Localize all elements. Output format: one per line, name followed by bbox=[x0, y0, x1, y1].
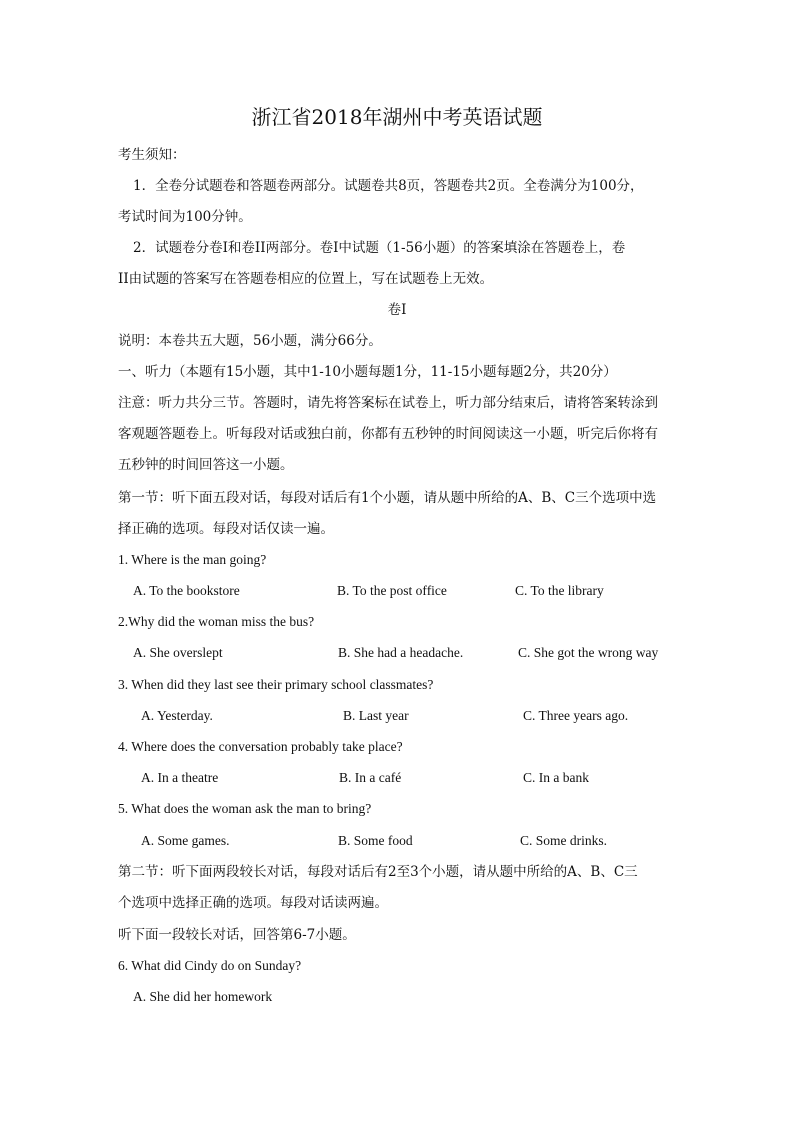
question-2-option-c: C. She got the wrong way bbox=[518, 645, 659, 660]
question-3: 3. When did they last see their primary school classmates? bbox=[118, 677, 434, 692]
question-4-option-c: C. In a bank bbox=[523, 770, 589, 785]
question-3-option-b: B. Last year bbox=[343, 708, 409, 723]
note-line-3: 五秒钟的时间回答这一小题。 bbox=[118, 457, 294, 473]
question-2: 2.Why did the woman miss the bus? bbox=[118, 614, 315, 629]
question-5-option-b: B. Some food bbox=[338, 833, 413, 848]
explanation: 说明：本卷共五大题，56小题，满分66分。 bbox=[118, 333, 382, 349]
notice-item-2-line-1: 2．试题卷分卷I和卷II两部分。卷I中试题（1-56小题）的答案填涂在答题卷上，卷 bbox=[133, 240, 626, 256]
question-1: 1. Where is the man going? bbox=[118, 552, 267, 567]
question-1-option-a: A. To the bookstore bbox=[133, 583, 240, 598]
question-3-option-a: A. Yesterday. bbox=[141, 708, 213, 723]
question-1-option-b: B. To the post office bbox=[337, 583, 447, 598]
part-2-instruction-line-2: 个选项中选择正确的选项。每段对话读两遍。 bbox=[118, 895, 388, 911]
question-4-option-b: B. In a café bbox=[339, 770, 402, 785]
question-4-option-a: A. In a theatre bbox=[141, 770, 219, 785]
question-1-option-c: C. To the library bbox=[515, 583, 604, 598]
note-line-2: 客观题答题卷上。听每段对话或独白前，你都有五秒钟的时间阅读这一小题，听完后你将有 bbox=[118, 426, 658, 442]
notice-item-2-line-2: II由试题的答案写在答题卷相应的位置上，写在试题卷上无效。 bbox=[118, 271, 494, 287]
question-4: 4. Where does the conversation probably take place? bbox=[118, 739, 403, 754]
part-1-instruction-line-1: 第一节：听下面五段对话，每段对话后有1个小题，请从题中所给的A、B、C三个选项中选 bbox=[118, 490, 657, 506]
notice-item-1-line-1: 1．全卷分试题卷和答题卷两部分。试题卷共8页，答题卷共2页。全卷满分为100分， bbox=[133, 178, 644, 194]
question-6: 6. What did Cindy do on Sunday? bbox=[118, 958, 302, 973]
dialogue-instruction: 听下面一段较长对话，回答第6-7小题。 bbox=[118, 927, 356, 943]
part-2-instruction-line-1: 第二节：听下面两段较长对话，每段对话后有2至3个小题，请从题中所给的A、B、C三 bbox=[118, 864, 638, 880]
section-1-heading: 一、听力（本题有15小题，其中1-10小题每题1分，11-15小题每题2分，共20分） bbox=[118, 364, 617, 380]
question-5-option-c: C. Some drinks. bbox=[520, 833, 608, 848]
question-5: 5. What does the woman ask the man to bring? bbox=[118, 801, 372, 816]
question-6-option-a: A. She did her homework bbox=[133, 989, 273, 1004]
question-3-option-c: C. Three years ago. bbox=[523, 708, 629, 723]
page-title: 浙江省2018年湖州中考英语试题 bbox=[251, 105, 543, 129]
notice-item-1-line-2: 考试时间为100分钟。 bbox=[118, 209, 252, 225]
question-2-option-b: B. She had a headache. bbox=[338, 645, 464, 660]
note-line-1: 注意：听力共分三节。答题时，请先将答案标在试卷上，听力部分结束后，请将答案转涂到 bbox=[118, 395, 658, 411]
part-1-instruction-line-2: 择正确的选项。每段对话仅读一遍。 bbox=[118, 521, 334, 537]
question-5-option-a: A. Some games. bbox=[141, 833, 230, 848]
notice-heading: 考生须知： bbox=[118, 147, 186, 163]
question-2-option-a: A. She overslept bbox=[133, 645, 223, 660]
part-heading: 卷I bbox=[387, 302, 407, 318]
